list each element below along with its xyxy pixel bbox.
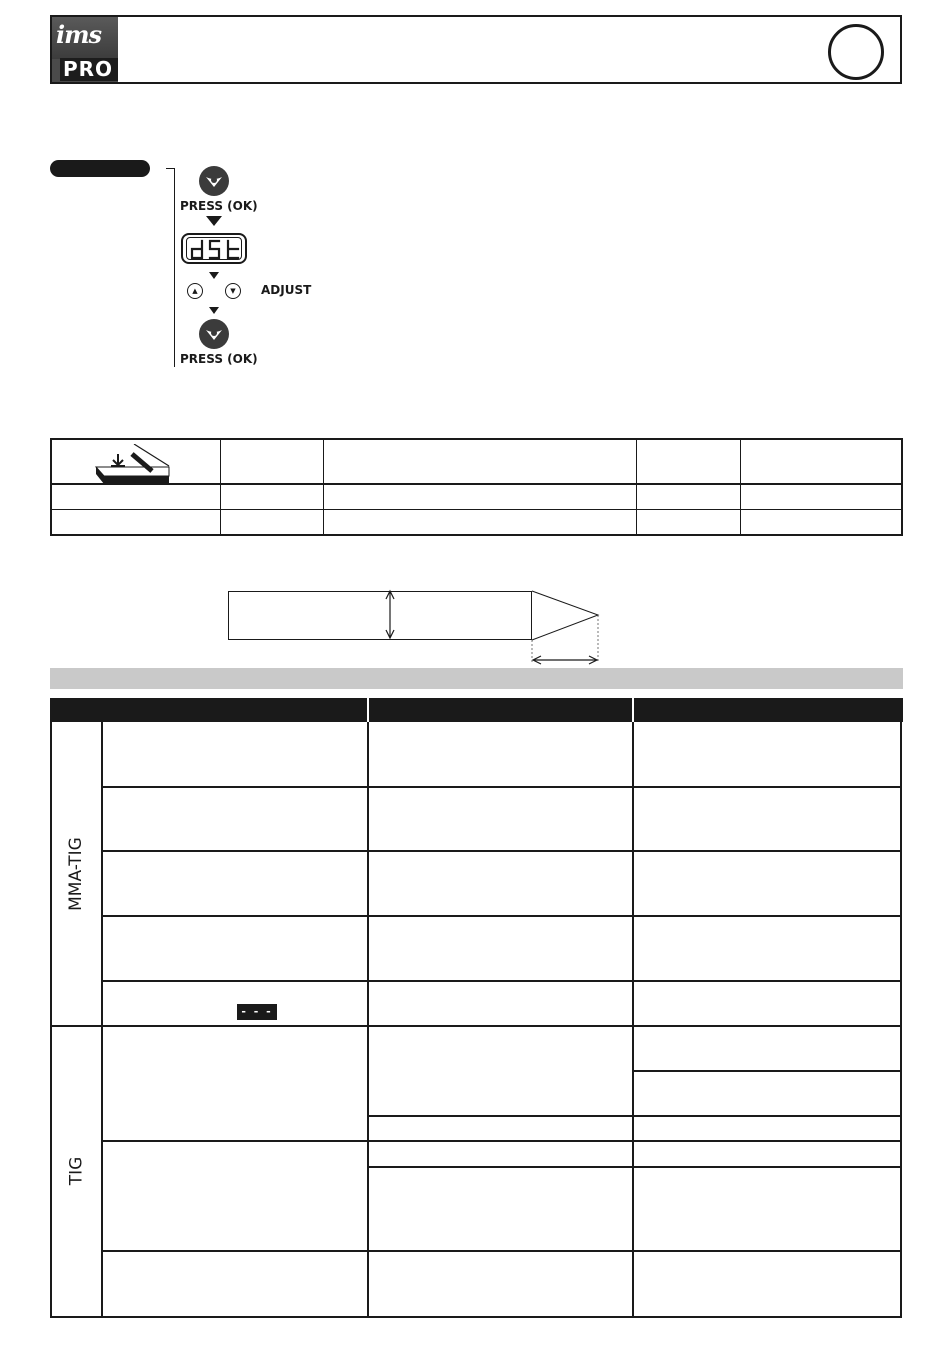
section-bar bbox=[50, 668, 903, 689]
table-col-divider bbox=[220, 438, 221, 536]
table-border-bottom bbox=[50, 1316, 902, 1318]
press-ok-label-2: PRESS (OK) bbox=[180, 352, 258, 366]
table-row-divider bbox=[632, 1070, 902, 1072]
table-row-divider bbox=[101, 1250, 902, 1252]
arrow-down-icon bbox=[209, 307, 219, 314]
group-divider bbox=[50, 1025, 902, 1027]
down-button-icon[interactable]: ▼ bbox=[225, 283, 241, 299]
parameter-table bbox=[50, 438, 903, 536]
lcd-display-inner bbox=[186, 237, 242, 260]
group-col-divider bbox=[101, 722, 103, 1318]
table-row-divider bbox=[367, 1166, 902, 1168]
disabled-value-badge: - - - bbox=[237, 1004, 277, 1020]
table-border-left bbox=[50, 722, 52, 1318]
header-col-divider bbox=[367, 698, 369, 722]
table-col-divider bbox=[632, 722, 634, 1318]
arrow-down-icon bbox=[209, 272, 219, 279]
table-col-divider bbox=[367, 722, 369, 1318]
table-col-divider bbox=[636, 438, 637, 536]
table-row-divider bbox=[101, 850, 902, 852]
group-label-tig: TIG bbox=[65, 1156, 86, 1186]
table-row-divider bbox=[101, 980, 902, 982]
table-row-divider bbox=[101, 915, 902, 917]
table-row-divider bbox=[367, 1115, 902, 1117]
header-col-divider bbox=[632, 698, 634, 722]
procedure-bracket-tick bbox=[166, 168, 175, 169]
procedure-bracket-line bbox=[174, 168, 175, 367]
up-button-icon[interactable]: ▲ bbox=[187, 283, 203, 299]
ok-button-icon[interactable] bbox=[199, 166, 229, 196]
table-col-divider bbox=[740, 438, 741, 536]
lcd-digits-icon bbox=[187, 238, 243, 261]
main-table-header bbox=[50, 698, 903, 722]
electrode-welding-icon bbox=[94, 444, 174, 484]
group-label-mma-tig: MMA-TIG bbox=[66, 837, 86, 911]
language-circle-icon bbox=[828, 24, 884, 80]
group-label-container bbox=[26, 837, 126, 911]
arrow-down-icon bbox=[206, 216, 222, 226]
table-row-divider bbox=[101, 786, 902, 788]
logo-brand-text: ims bbox=[56, 20, 102, 49]
table-row-divider bbox=[101, 1140, 902, 1142]
group-label-container bbox=[26, 1156, 126, 1186]
table-border-right bbox=[900, 722, 902, 1318]
section-pill bbox=[50, 160, 150, 177]
table-col-divider bbox=[323, 438, 324, 536]
page-header bbox=[50, 15, 902, 84]
adjust-label: ADJUST bbox=[261, 283, 312, 297]
electrode-dimension-icon bbox=[380, 585, 610, 670]
press-ok-label-1: PRESS (OK) bbox=[180, 199, 258, 213]
table-row-divider bbox=[50, 509, 903, 510]
ok-button-icon[interactable] bbox=[199, 319, 229, 349]
table-row-divider bbox=[50, 483, 903, 485]
logo-badge-text: PRO bbox=[60, 58, 118, 81]
